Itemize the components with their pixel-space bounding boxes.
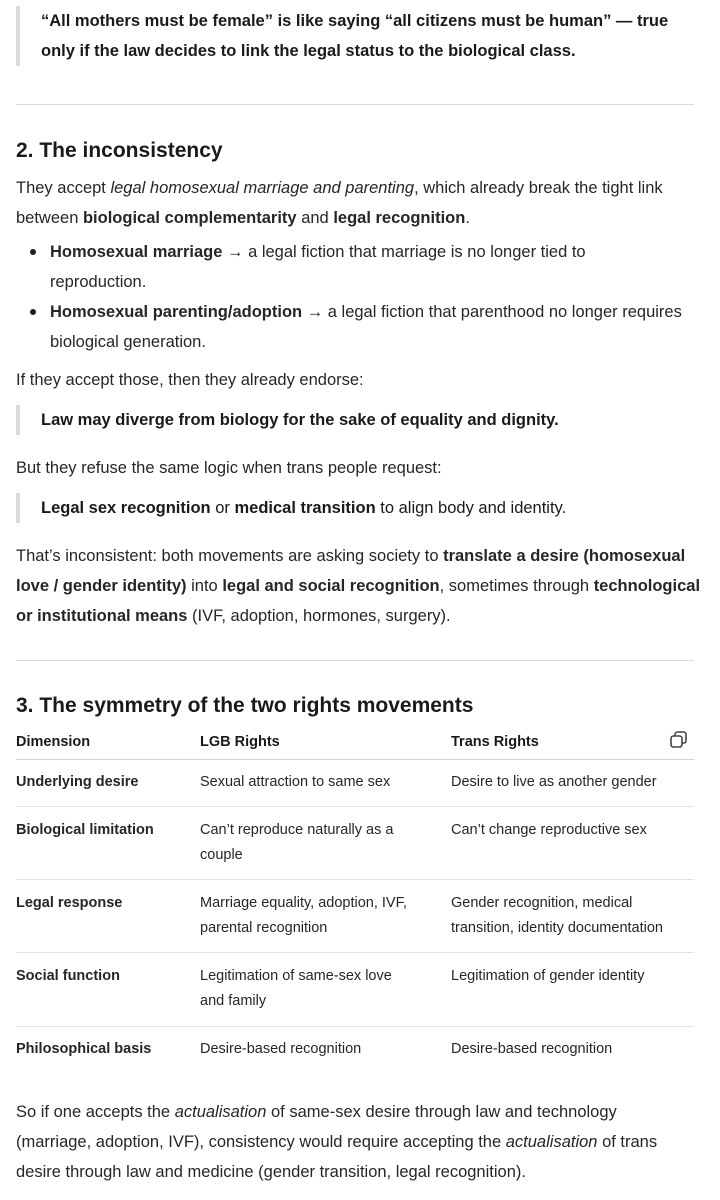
row-divider <box>16 879 694 880</box>
row-2-lgb: Can’t reproduce naturally as a couple <box>200 822 394 863</box>
endorse-quote: Law may diverge from biology for the sake of equality and dignity. <box>41 411 559 429</box>
refuse-quote <box>41 493 566 523</box>
closing-a: So if one accepts the <box>16 1103 175 1121</box>
row-5-dimension: Philosophical basis <box>16 1041 152 1057</box>
concl-a: That’s inconsistent: both movements are asking society to <box>16 547 444 565</box>
top-quote-part2: is like saying <box>272 12 385 30</box>
concl-d: legal and social recognition <box>222 577 440 595</box>
bullet-2-text: → a legal fiction that parenthood no longer requires biological generation. <box>50 303 682 351</box>
table-header-dimension: Dimension <box>16 734 91 750</box>
concl-b: translate a desire (homosexual love / gender identity) <box>16 547 686 595</box>
closing-d: actualisation <box>505 1133 598 1151</box>
copy-icon <box>668 729 690 751</box>
refuse-quote-b: or <box>210 499 235 517</box>
top-quote-text <box>41 6 701 66</box>
top-quote-part1: “All mothers must be female” <box>41 12 273 30</box>
bullet-1-text: → a legal fiction that marriage is no longer tied to reproduction. <box>50 243 586 291</box>
section-2-intro <box>16 173 696 233</box>
divider-2 <box>16 660 694 661</box>
table-header-lgb: LGB Rights <box>200 734 280 750</box>
divider-1 <box>16 104 694 105</box>
bullet-item-1 <box>50 237 650 297</box>
bullet-1-bold: Homosexual marriage <box>50 243 223 261</box>
row-4-lgb: Legitimation of same-sex love and family <box>200 968 392 1009</box>
row-5-trans: Desire-based recognition <box>451 1041 613 1057</box>
refuse-quote-c: medical transition <box>234 499 376 517</box>
intro-f: legal recognition <box>333 209 466 227</box>
concl-c: into <box>186 577 223 595</box>
row-divider <box>16 1026 694 1027</box>
intro-a: They accept <box>16 179 111 197</box>
bullet-dot <box>30 309 36 315</box>
row-divider <box>16 806 694 807</box>
endorse-blockquote <box>16 405 700 435</box>
intro-e: and <box>296 209 334 227</box>
concl-f: technological or institutional means <box>16 577 701 625</box>
row-2-trans: Can’t change reproductive sex <box>451 822 647 838</box>
refuse-text: But they refuse the same logic when trans people request: <box>16 459 442 477</box>
refuse-quote-a: Legal sex recognition <box>41 499 211 517</box>
row-1-dimension: Underlying desire <box>16 774 139 790</box>
row-3-trans: Gender recognition, medical transition, identity documentation <box>451 895 663 936</box>
row-1-lgb: Sexual attraction to same sex <box>200 774 391 790</box>
intro-c: , which already break the tight link between <box>16 179 663 227</box>
bullet-item-2 <box>50 297 695 357</box>
row-4-trans: Legitimation of gender identity <box>451 968 645 984</box>
bullet-dot <box>30 249 36 255</box>
section-2-heading: 2. The inconsistency <box>16 139 223 162</box>
top-blockquote <box>16 6 700 66</box>
closing-b: actualisation <box>174 1103 267 1121</box>
endorse-text: If they accept those, then they already endorse: <box>16 371 364 389</box>
section-3-heading: 3. The symmetry of the two rights movements <box>16 694 474 717</box>
closing-paragraph <box>16 1097 686 1187</box>
top-quote-part3: “all citizens must be human” — true only if the law decides to link the legal status to the biological class. <box>41 12 669 60</box>
copy-table-button[interactable] <box>668 729 690 751</box>
closing-e: of trans desire through law and medicine (gender transition, legal recognition). <box>16 1133 658 1181</box>
intro-g: . <box>465 209 470 227</box>
concl-g: (IVF, adoption, hormones, surgery). <box>187 607 451 625</box>
row-divider <box>16 952 694 953</box>
bullet-2-bold: Homosexual parenting/adoption <box>50 303 303 321</box>
row-3-lgb: Marriage equality, adoption, IVF, parental recognition <box>200 895 407 936</box>
refuse-blockquote <box>16 493 700 523</box>
intro-d: biological complementarity <box>82 209 297 227</box>
row-5-lgb: Desire-based recognition <box>200 1041 362 1057</box>
table-header-line <box>16 759 694 760</box>
row-3-dimension: Legal response <box>16 895 123 911</box>
section-2-conclusion <box>16 541 701 631</box>
row-1-trans: Desire to live as another gender <box>451 774 657 790</box>
refuse-quote-d: to align body and identity. <box>375 499 567 517</box>
intro-b: legal homosexual marriage and parenting <box>110 179 415 197</box>
row-4-dimension: Social function <box>16 968 120 984</box>
concl-e: , sometimes through <box>439 577 594 595</box>
table-header-trans: Trans Rights <box>451 734 539 750</box>
row-2-dimension: Biological limitation <box>16 822 154 838</box>
closing-c: of same-sex desire through law and technology (marriage, adoption, IVF), consistency would require accepting the <box>16 1103 617 1151</box>
